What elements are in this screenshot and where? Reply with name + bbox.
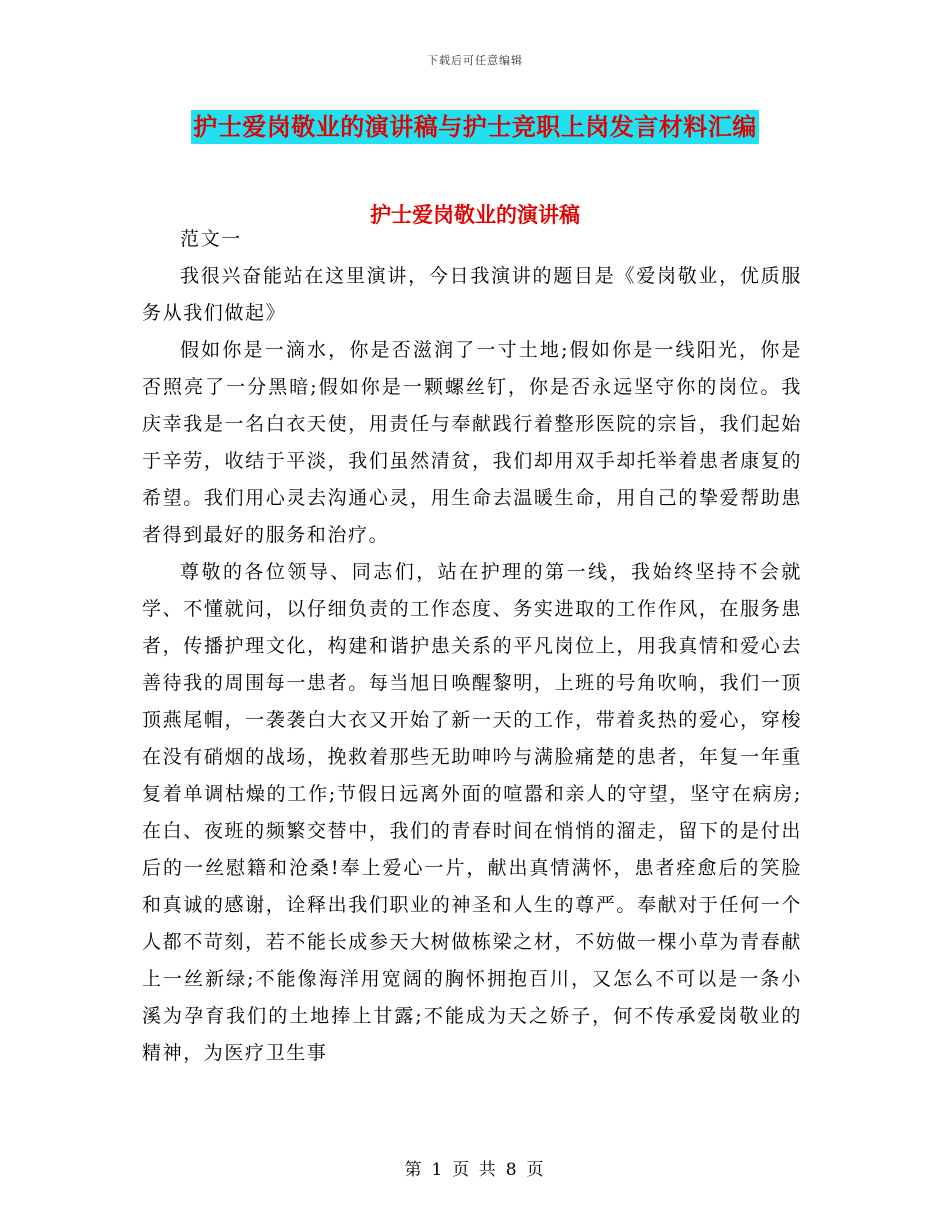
paragraph-sample-label: 范文一: [180, 228, 242, 250]
footer-suffix: 页: [526, 1160, 546, 1180]
footer-page-number: 1: [431, 1160, 445, 1180]
main-title: 护士爱岗敬业的演讲稿与护士竞职上岗发言材料汇编: [191, 110, 759, 144]
footer-total-pages: 8: [505, 1160, 519, 1180]
paragraph-dedication: 尊敬的各位领导、同志们，站在护理的第一线，我始终坚持不会就学、不懂就问，以仔细负责的工作态度、务实进取的工作作风，在服务患者，传播护理文化，构建和谐护患关系的平凡岗位上，用我真情和爱心去善待我的周围每一患者。每当旭日唤醒黎明，上班的号角吹响，我们一顶顶燕尾帽，一袭袭白大衣又开始了新一天的工作，带着炙热的爱心，穿梭在没有硝烟的战场，挽救着那些无助呻吟与满脸痛楚的患者，年复一年重复着单调枯燥的工作;节假日远离外面的喧嚣和亲人的守望，坚守在病房;在白、夜班的频繁交替中，我们的青春时间在悄悄的溜走，留下的是付出后的一丝慰籍和沧桑!奉上爱心一片，献出真情满怀，患者痊愈后的笑脸和真诚的感谢，诠释出我们职业的神圣和人生的尊严。奉献对于任何一个人都不苛刻，若不能长成参天大树做栋梁之材，不妨做一棵小草为青春献上一丝新绿;不能像海洋用宽阔的胸怀拥抱百川，又怎么不可以是一条小溪为孕育我们的土地捧上甘露;不能成为天之娇子，何不传承爱岗敬业的精神，为医疗卫生事: [142, 561, 802, 1064]
paragraph-metaphor: 假如你是一滴水，你是否滋润了一寸土地;假如你是一线阳光，你是否照亮了一分黑暗;假如你是一颗螺丝钉，你是否永远坚守你的岗位。我庆幸我是一名白衣天使，用责任与奉献践行着整形医院的宗旨，我们起始于辛劳，收结于平淡，我们虽然清贫，我们却用双手却托举着患者康复的希望。我们用心灵去沟通心灵，用生命去温暖生命，用自己的挚爱帮助患者得到最好的服务和治疗。: [142, 339, 802, 546]
page-header-note: 下载后可任意编辑: [427, 54, 523, 67]
footer-prefix: 第: [404, 1160, 424, 1180]
paragraph-intro: 我很兴奋能站在这里演讲，今日我演讲的题目是《爱岗敬业，优质服务从我们做起》: [142, 265, 802, 324]
footer-middle: 页 共: [452, 1160, 498, 1180]
page-footer: [0, 1155, 950, 1180]
main-title-container: [0, 110, 950, 144]
document-body: [142, 221, 802, 1072]
section-title: 护士爱岗敬业的演讲稿: [370, 202, 580, 227]
